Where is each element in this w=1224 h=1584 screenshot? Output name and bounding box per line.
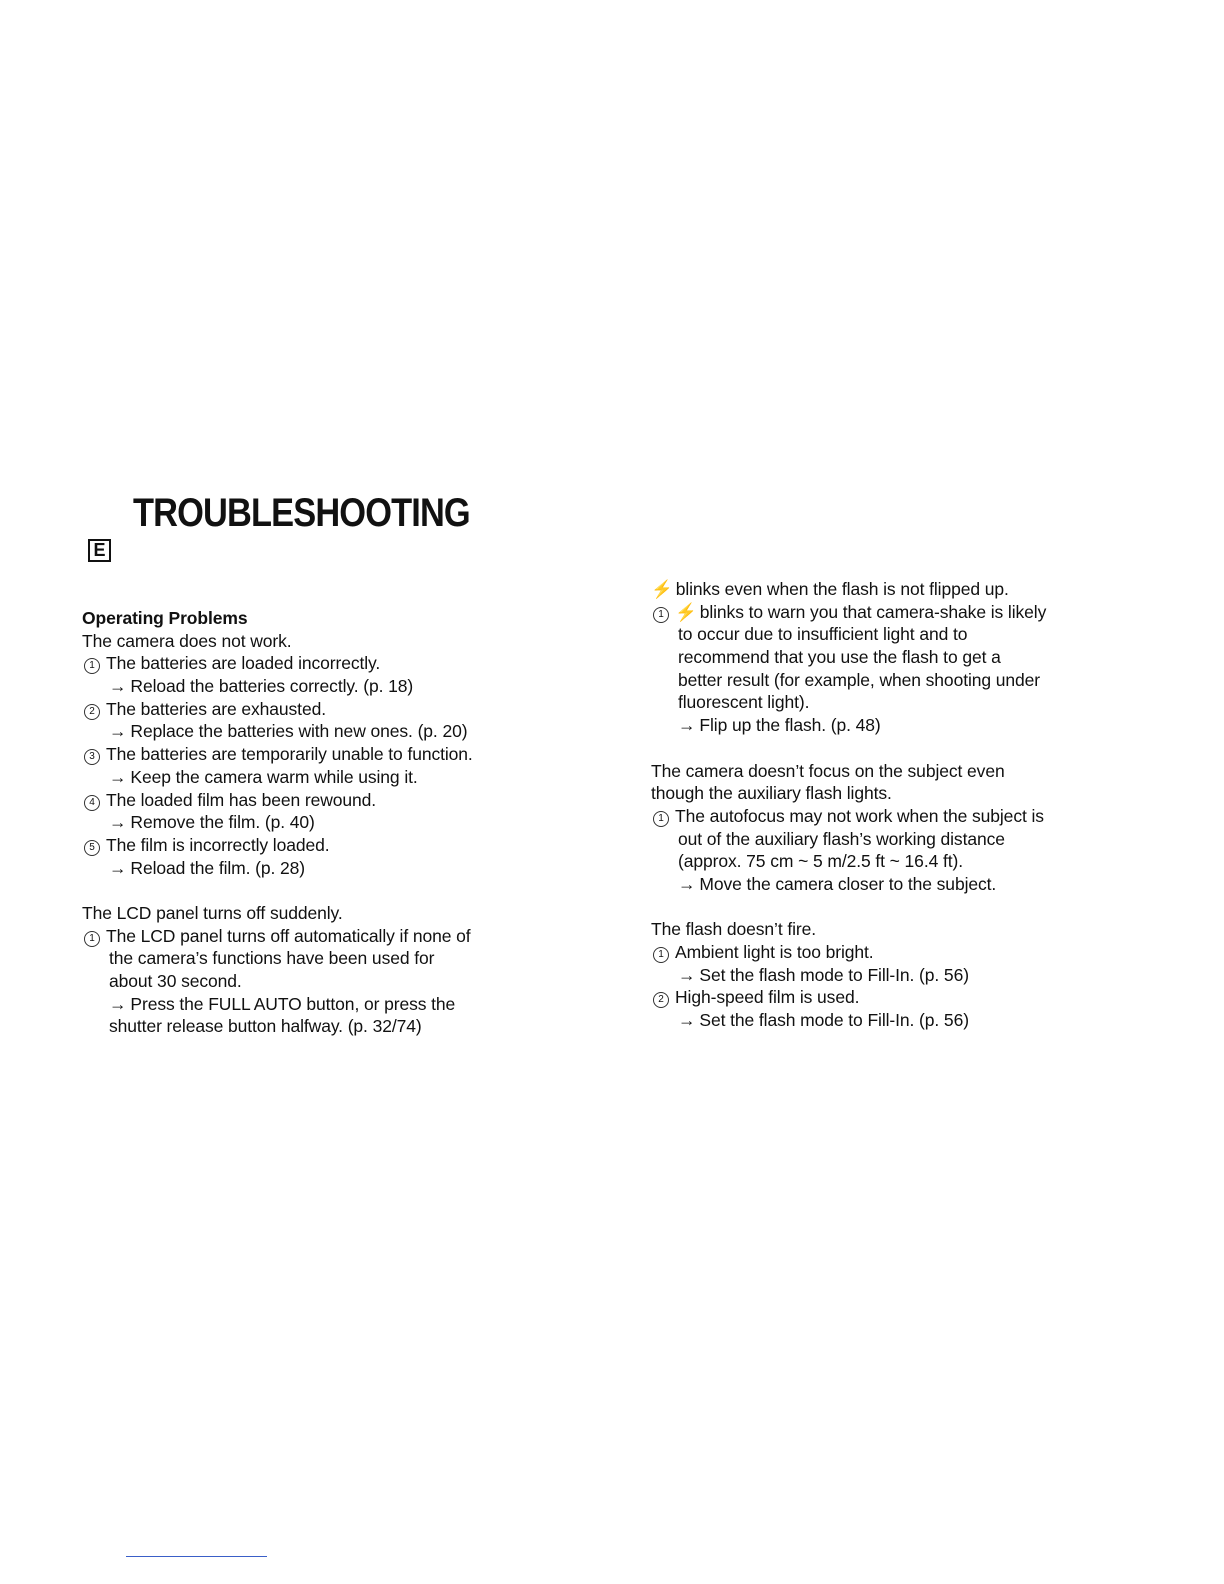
- cause-item: [651, 941, 1101, 964]
- arrow-icon: →: [109, 812, 127, 833]
- cause-text: The film is incorrectly loaded.: [106, 834, 330, 855]
- footer-rule: [126, 1556, 267, 1557]
- arrow-icon: →: [109, 721, 127, 742]
- arrow-icon: →: [109, 676, 127, 697]
- cause-item: [82, 652, 532, 675]
- cause-text: The batteries are exhausted.: [106, 698, 326, 719]
- cause-text-line: (approx. 75 cm ~ 5 m/2.5 ft ~ 16.4 ft).: [678, 851, 963, 872]
- remedy-text: Flip up the flash. (p. 48): [699, 715, 881, 736]
- cause-item: [651, 601, 1101, 624]
- flash-icon: ⚡: [651, 579, 673, 599]
- remedy-text: Remove the film. (p. 40): [130, 812, 315, 833]
- remedy-text: Keep the camera warm while using it.: [130, 766, 418, 787]
- cause-text-line: fluorescent light).: [678, 692, 810, 713]
- left-column: [82, 607, 532, 1038]
- cause-text-line: better result (for example, when shooting under: [678, 669, 1041, 690]
- cause-number-icon: 1: [653, 947, 669, 963]
- remedy-item: [82, 857, 532, 880]
- cause-item: [651, 986, 1101, 1009]
- remedy-text: Set the flash mode to Fill-In. (p. 56): [699, 964, 969, 985]
- remedy-item: [651, 964, 1101, 987]
- cause-item: [82, 789, 532, 812]
- remedy-text: Reload the film. (p. 28): [130, 857, 306, 878]
- cause-text: The autofocus may not work when the subject is: [675, 805, 1044, 826]
- arrow-icon: →: [109, 993, 127, 1014]
- remedy-text: Reload the batteries correctly. (p. 18): [130, 676, 414, 697]
- right-column: [651, 578, 1101, 1032]
- remedy-item: [651, 873, 1101, 896]
- cause-number-icon: 1: [84, 658, 100, 674]
- cause-item: [82, 925, 532, 948]
- cause-text-line: to occur due to insufficient light and to: [678, 624, 968, 645]
- remedy-item: [82, 720, 532, 743]
- flash-icon: ⚡: [675, 601, 697, 622]
- cause-text-line: recommend that you use the flash to get a: [678, 647, 1001, 668]
- cause-item: [82, 698, 532, 721]
- problem-intro: though the auxiliary flash lights.: [651, 783, 892, 804]
- paragraph-gap: [82, 879, 532, 902]
- remedy-text: Move the camera closer to the subject.: [699, 873, 997, 894]
- arrow-icon: →: [109, 766, 127, 787]
- language-badge: E: [88, 539, 111, 562]
- problem-intro: The flash doesn’t fire.: [651, 919, 817, 940]
- page-title: TROUBLESHOOTING: [133, 491, 470, 535]
- cause-number-icon: 1: [653, 811, 669, 827]
- cause-text: The batteries are temporarily unable to function.: [106, 744, 473, 765]
- arrow-icon: →: [109, 857, 127, 878]
- arrow-icon: →: [678, 873, 696, 894]
- cause-text-line: about 30 second.: [109, 971, 242, 991]
- remedy-text-line: shutter release button halfway. (p. 32/74): [109, 1016, 422, 1037]
- problem-intro: [651, 578, 1101, 601]
- remedy-text: Press the FULL AUTO button, or press the: [130, 993, 456, 1014]
- remedy-text: Replace the batteries with new ones. (p. 20): [130, 721, 468, 742]
- cause-number-icon: 2: [84, 704, 100, 720]
- problem-intro: The LCD panel turns off suddenly.: [82, 902, 343, 923]
- remedy-item: [651, 1009, 1101, 1032]
- remedy-text: Set the flash mode to Fill-In. (p. 56): [699, 1010, 969, 1031]
- cause-number-icon: 1: [84, 931, 100, 947]
- cause-number-icon: 4: [84, 795, 100, 811]
- cause-number-icon: 1: [653, 607, 669, 623]
- problem-intro: The camera does not work.: [82, 630, 292, 651]
- cause-text-line: out of the auxiliary flash’s working distance: [678, 828, 1005, 849]
- remedy-item: [82, 993, 532, 1016]
- cause-number-icon: 2: [653, 992, 669, 1008]
- cause-number-icon: 5: [84, 840, 100, 856]
- cause-item: [82, 834, 532, 857]
- cause-text: blinks to warn you that camera-shake is likely: [699, 601, 1047, 622]
- cause-text: The batteries are loaded incorrectly.: [106, 653, 381, 674]
- remedy-item: [82, 675, 532, 698]
- cause-text-line: the camera’s functions have been used for: [109, 948, 435, 969]
- cause-text: The LCD panel turns off automatically if none of: [106, 925, 471, 946]
- cause-number-icon: 3: [84, 749, 100, 765]
- arrow-icon: →: [678, 1010, 696, 1031]
- cause-text: The loaded film has been rewound.: [106, 789, 377, 810]
- paragraph-gap: [651, 737, 1101, 760]
- problem-intro-text: blinks even when the flash is not flipped up.: [675, 579, 1009, 599]
- remedy-item: [82, 766, 532, 789]
- remedy-item: [82, 811, 532, 834]
- cause-text: High-speed film is used.: [675, 987, 860, 1008]
- section-heading: Operating Problems: [82, 608, 248, 628]
- remedy-item: [651, 714, 1101, 737]
- arrow-icon: →: [678, 715, 696, 736]
- arrow-icon: →: [678, 964, 696, 985]
- cause-item: [82, 743, 532, 766]
- problem-intro: The camera doesn’t focus on the subject even: [651, 760, 1005, 781]
- cause-item: [651, 805, 1101, 828]
- paragraph-gap: [651, 896, 1101, 919]
- cause-text: Ambient light is too bright.: [675, 942, 874, 962]
